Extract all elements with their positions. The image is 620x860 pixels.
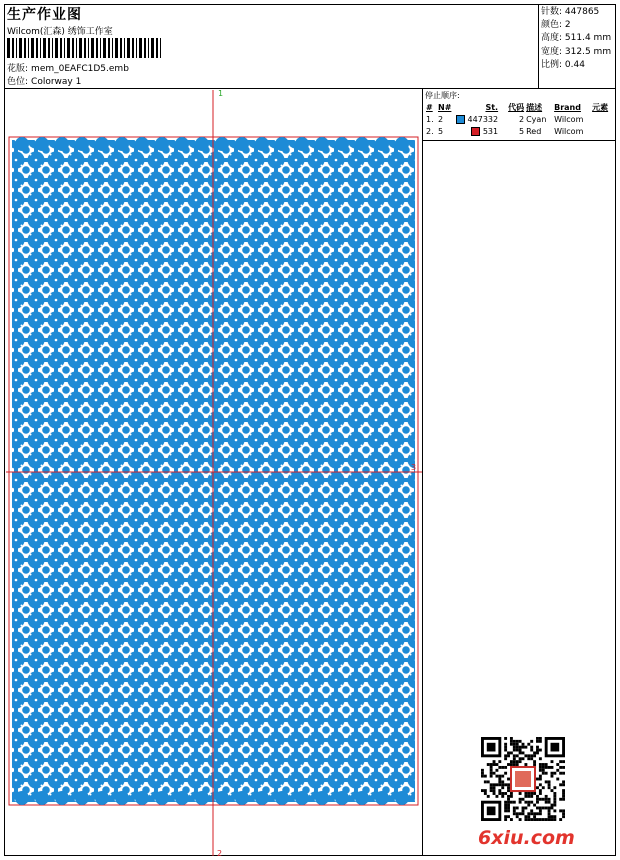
stat-width: 宽度: 312.5 mm bbox=[541, 46, 612, 57]
scallop bbox=[315, 791, 329, 805]
barcode bbox=[7, 38, 165, 58]
scallop bbox=[375, 137, 389, 151]
col-needle: N# bbox=[438, 102, 452, 112]
scallop bbox=[235, 791, 249, 805]
col-code: 代码 bbox=[508, 102, 525, 112]
scallop bbox=[55, 137, 69, 151]
scallop bbox=[275, 791, 289, 805]
color-swatch bbox=[456, 115, 465, 124]
col-element: 元素 bbox=[592, 102, 609, 112]
scallop bbox=[275, 137, 289, 151]
scallop bbox=[255, 137, 269, 151]
stat-scale: 比例: 0.44 bbox=[541, 59, 585, 70]
stop-sequence-panel bbox=[425, 90, 614, 137]
scallop bbox=[335, 137, 349, 151]
design-file-name: mem_0EAFC1D5.emb bbox=[31, 64, 129, 74]
table-row: 1. 2 447332 2 Cyan Wilcom bbox=[426, 114, 584, 124]
scallop bbox=[195, 791, 209, 805]
scallop bbox=[395, 137, 409, 151]
scallop bbox=[135, 791, 149, 805]
scallop bbox=[315, 137, 329, 151]
scallop bbox=[135, 137, 149, 151]
scallop bbox=[235, 137, 249, 151]
page-title: 生产作业图 bbox=[7, 7, 82, 23]
scallop bbox=[95, 791, 109, 805]
scallop bbox=[395, 791, 409, 805]
stop-sequence-table bbox=[425, 101, 614, 137]
marker-right: 3 bbox=[411, 463, 417, 472]
table-header bbox=[425, 101, 614, 113]
header-stats-divider bbox=[538, 4, 539, 88]
studio-name: Wilcom(汇森) 绣饰工作室 bbox=[7, 27, 113, 37]
scallop bbox=[375, 791, 389, 805]
col-stitches: St. bbox=[485, 102, 499, 112]
stat-stitches: 针数: 447865 bbox=[541, 7, 600, 17]
design-file-row bbox=[7, 61, 129, 74]
scallop bbox=[335, 791, 349, 805]
main-divider bbox=[422, 88, 423, 856]
stop-sequence-divider bbox=[422, 140, 616, 141]
stat-colors: 颜色: 2 bbox=[541, 20, 571, 31]
scallop bbox=[75, 791, 89, 805]
scallop bbox=[175, 791, 189, 805]
scallop bbox=[175, 137, 189, 151]
colorway-label: 色位: bbox=[7, 77, 29, 87]
scallop bbox=[195, 137, 209, 151]
scallop bbox=[35, 137, 49, 151]
scallop bbox=[355, 137, 369, 151]
scallop bbox=[255, 791, 269, 805]
scallop bbox=[15, 137, 29, 151]
scallop bbox=[75, 137, 89, 151]
scallop bbox=[295, 791, 309, 805]
watermark-logo: 6xiu.com bbox=[478, 827, 575, 849]
stat-height: 高度: 511.4 mm bbox=[541, 33, 612, 44]
scallop bbox=[355, 791, 369, 805]
scallop bbox=[15, 791, 29, 805]
col-brand: Brand bbox=[554, 102, 581, 112]
colorway-name: Colorway 1 bbox=[31, 77, 82, 87]
scallop bbox=[215, 137, 229, 151]
header-divider bbox=[4, 88, 616, 89]
color-swatch bbox=[471, 127, 480, 136]
scallop bbox=[115, 137, 129, 151]
qr-code bbox=[481, 737, 565, 821]
scallop bbox=[155, 137, 169, 151]
col-description: 描述 bbox=[526, 102, 543, 112]
col-index: # bbox=[426, 102, 433, 112]
design-stats bbox=[541, 6, 611, 72]
design-file-label: 花版: bbox=[7, 64, 29, 74]
table-row: 2. 5 531 5 Red Wilcom bbox=[426, 126, 584, 136]
embroidery-preview bbox=[6, 90, 422, 856]
marker-bottom: 2 bbox=[217, 849, 223, 856]
scallop bbox=[155, 791, 169, 805]
scallop bbox=[95, 137, 109, 151]
scallop bbox=[35, 791, 49, 805]
colorway-row bbox=[7, 74, 81, 87]
scallop bbox=[295, 137, 309, 151]
scallop bbox=[55, 791, 69, 805]
marker-top: 1 bbox=[218, 90, 224, 98]
stop-sequence-title: 停止顺序: bbox=[425, 91, 460, 100]
scallop bbox=[115, 791, 129, 805]
scallop bbox=[215, 791, 229, 805]
